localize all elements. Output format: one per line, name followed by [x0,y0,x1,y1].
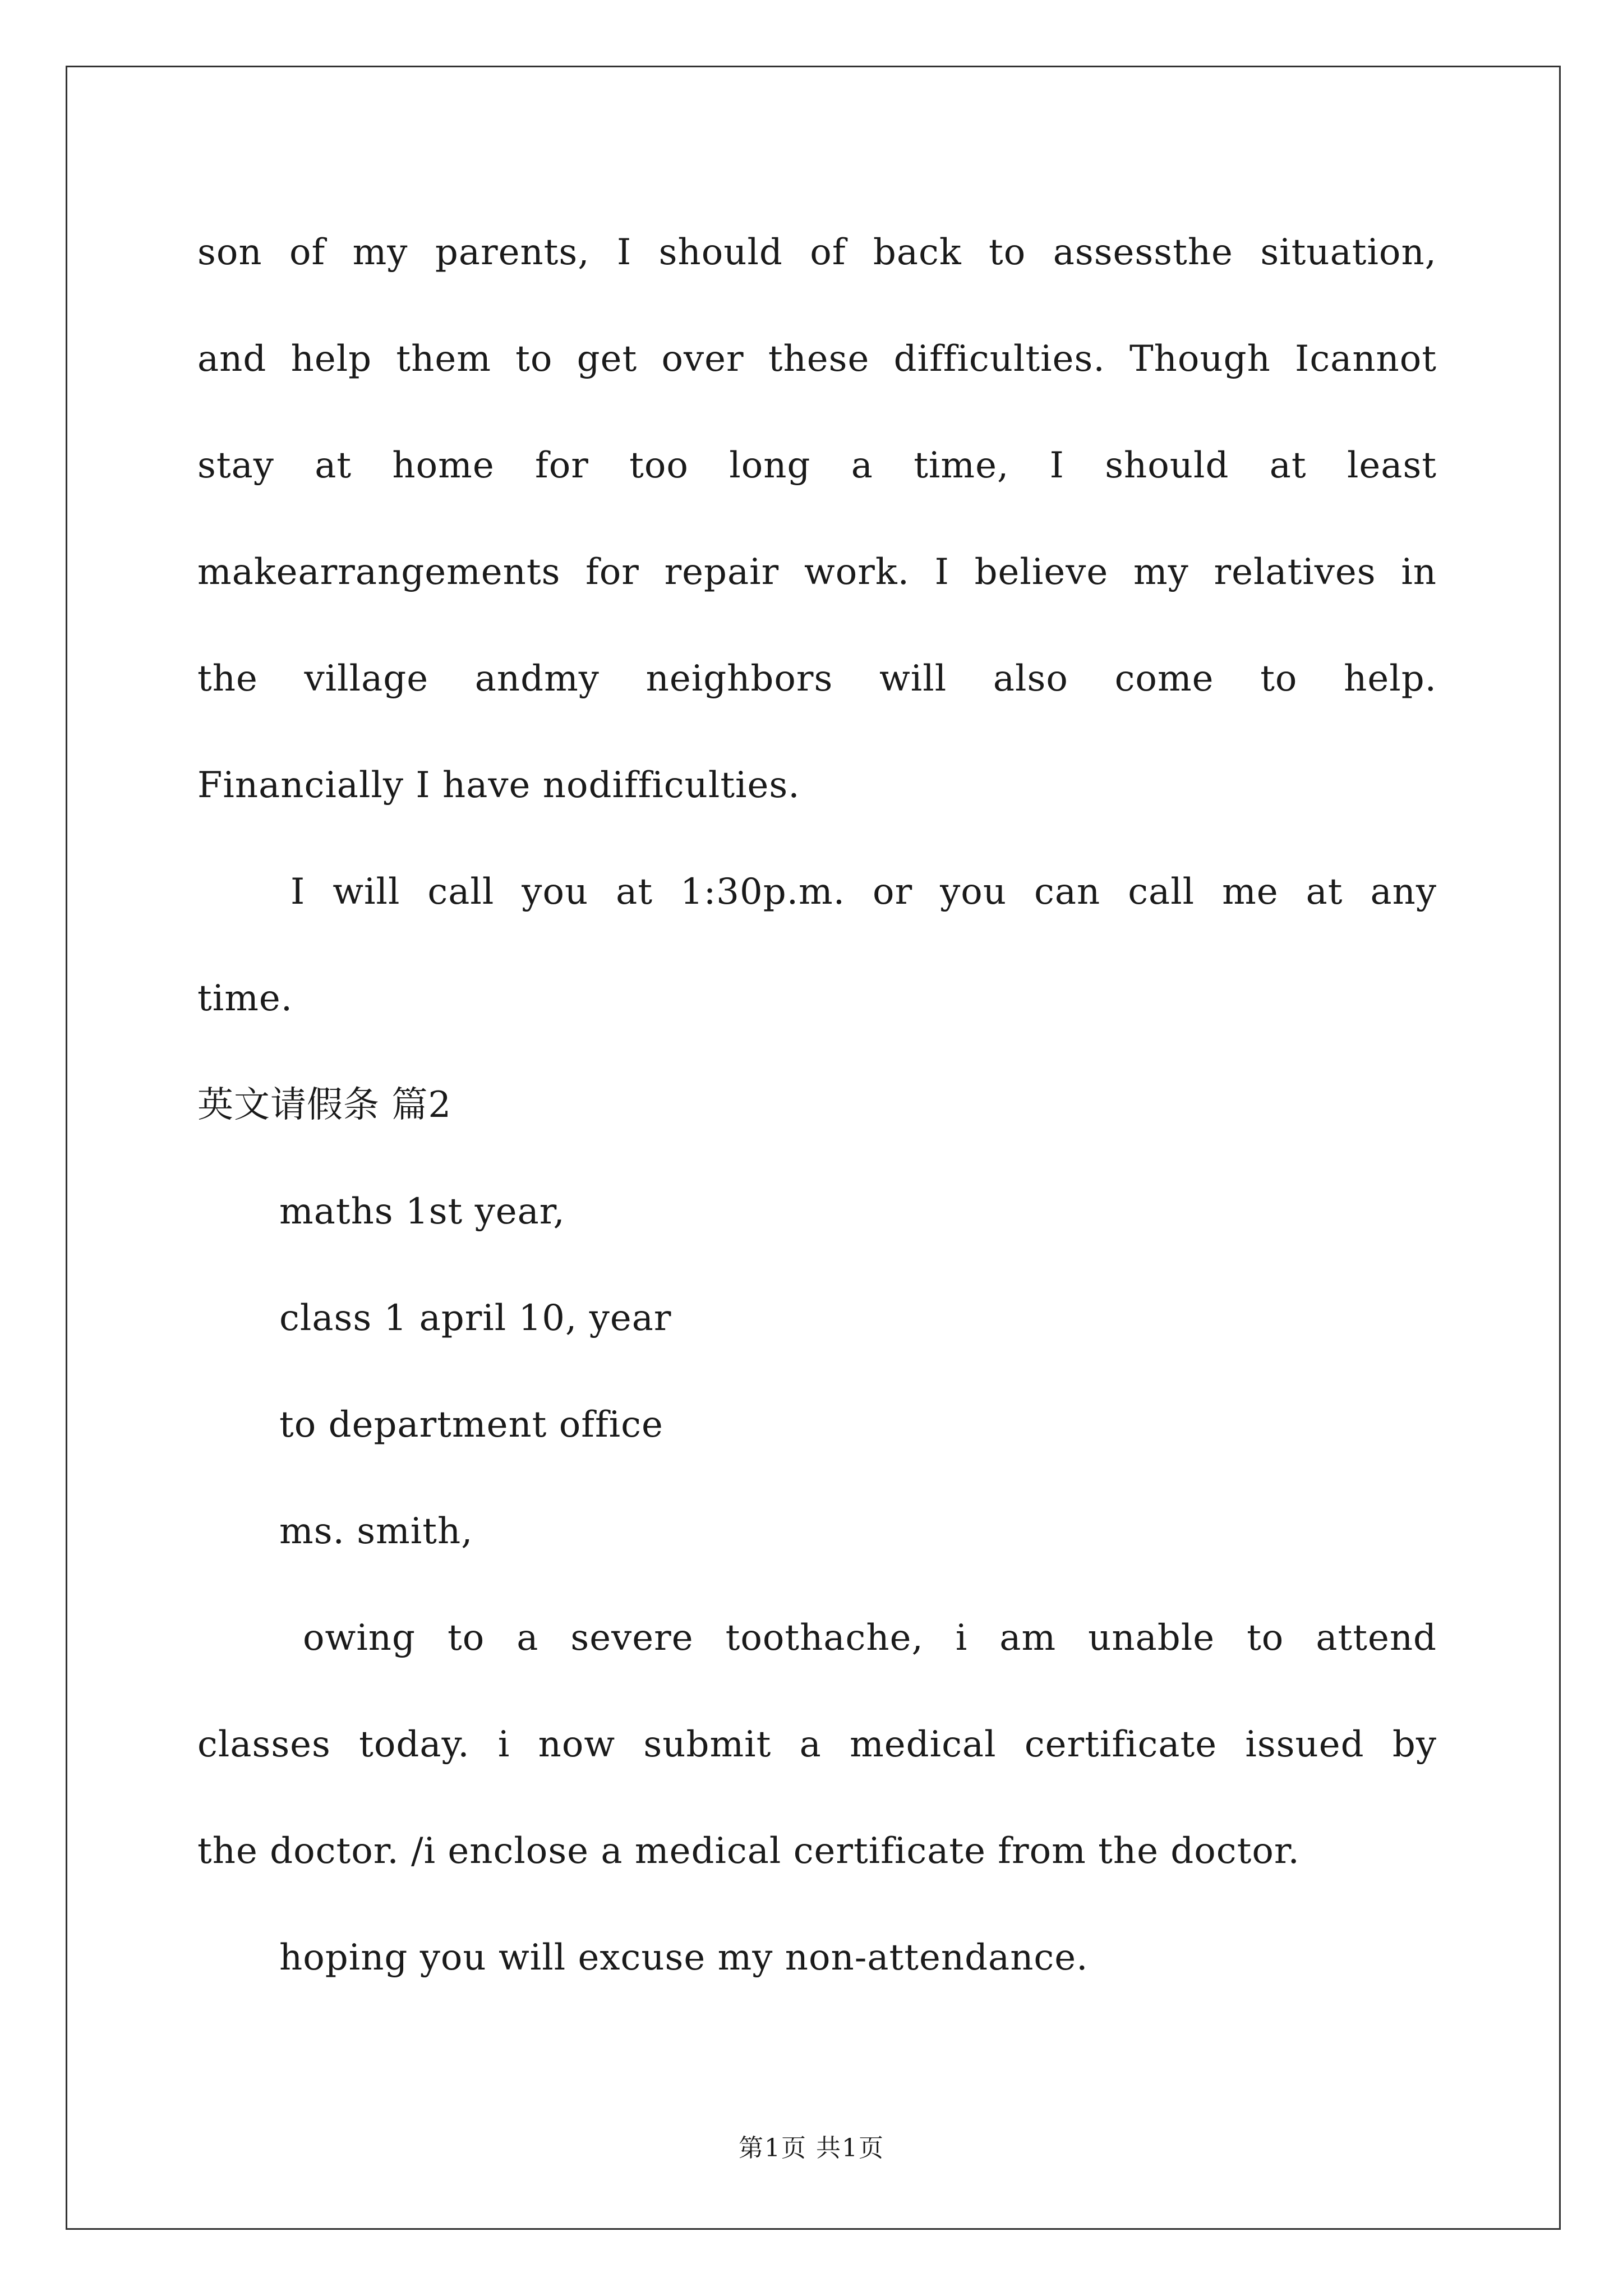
paragraph-line: son of my parents, I should of back to assessthe situation, [197,232,1437,273]
paragraph-line: time. [197,978,293,1019]
paragraph-line: and help them to get over these difficulties. Though Icannot [197,338,1437,380]
paragraph-line: stay at home for too long a time, I should at least [197,445,1437,486]
page-footer: 第1页 共1页 [739,2134,884,2162]
paragraph-line: owing to a severe toothache, i am unable to attend [303,1617,1437,1659]
paragraph-line: classes today. i now submit a medical certificate issued by [197,1724,1437,1765]
paragraph-line: I will call you at 1:30p.m. or you can call me at any [291,871,1437,913]
page-border [66,66,1561,2230]
paragraph-line: makearrangements for repair work. I believe my relatives in [197,551,1437,593]
section-heading: 英文请假条 篇2 [197,1084,452,1126]
letter-header-line: maths 1st year, [279,1191,565,1232]
paragraph-line: hoping you will excuse my non-attendance. [279,1937,1089,1978]
letter-salutation: ms. smith, [279,1511,473,1552]
paragraph-line: the village andmy neighbors will also come to help. [197,658,1437,700]
letter-header-line: to department office [279,1404,663,1446]
paragraph-line: Financially I have nodifficulties. [197,765,800,806]
paragraph-line: the doctor. /i enclose a medical certificate from the doctor. [197,1830,1300,1872]
letter-header-line: class 1 april 10, year [279,1297,672,1339]
